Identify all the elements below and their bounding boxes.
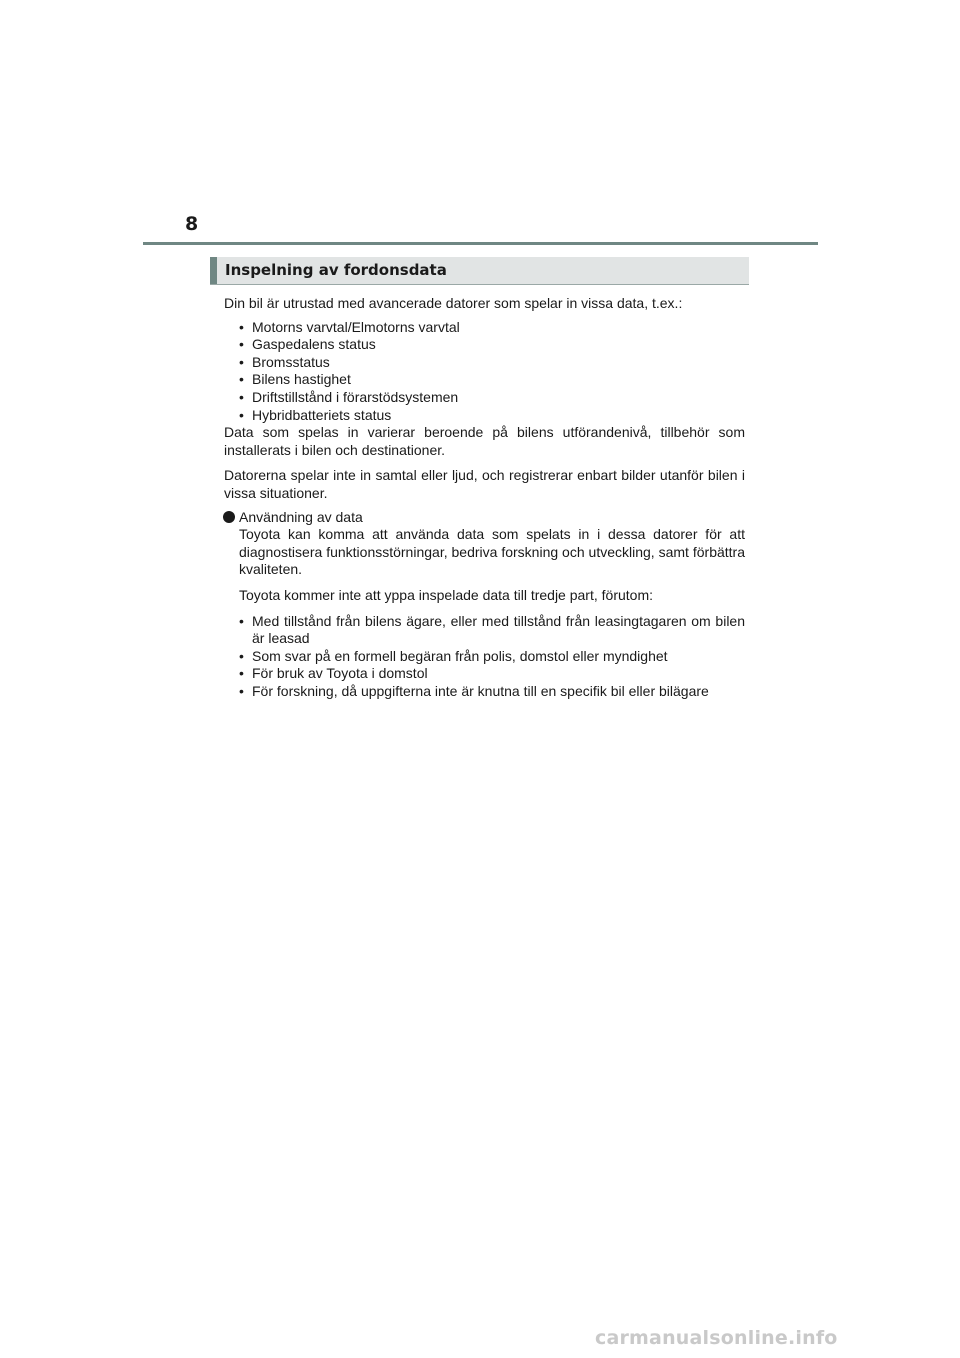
section-content xyxy=(224,295,745,700)
variation-paragraph: Data som spelas in varierar beroende på bilens utförandenivå, tillbehör som installerats i bilen och destinationer. xyxy=(224,424,745,458)
recording-scope-paragraph: Datorerna spelar inte in samtal eller ljud, och registrerar enbart bilder utanför bilen i vissa situationer. xyxy=(224,467,745,501)
list-item: • Driftstillstånd i förarstödsystemen xyxy=(224,389,745,407)
intro-text: Din bil är utrustad med avancerade datorer som spelar in vissa data, t.ex.: xyxy=(224,295,683,311)
usage-subheading xyxy=(224,509,745,527)
list-item: • För forskning, då uppgifterna inte är knutna till en specifik bil eller bilägare xyxy=(224,683,745,701)
list-item: • Bilens hastighet xyxy=(224,371,745,389)
bullet-circle-icon xyxy=(223,511,235,523)
site-watermark: carmanualsonline.info xyxy=(595,1327,838,1349)
page-number: 8 xyxy=(185,213,199,235)
usage-paragraph: Toyota kan komma att använda data som spelats in i dessa datorer för att diagnostisera funktionsstörningar, bedriva forskning och utveckling, samt förbättra kvaliteten. xyxy=(239,526,745,578)
list-item: • Som svar på en formell begäran från polis, domstol eller myndighet xyxy=(224,648,745,666)
section-heading: Inspelning av fordonsdata xyxy=(210,257,749,284)
usage-subheading-label: Användning av data xyxy=(239,508,363,525)
list-item: • Med tillstånd från bilens ägare, eller med tillstånd från leasingtagaren om bilen är leasad xyxy=(224,613,745,648)
list-item: • Hybridbatteriets status xyxy=(224,407,745,425)
recorded-data-list xyxy=(224,319,745,425)
disclosure-exceptions-list xyxy=(224,613,745,701)
list-item: • Gaspedalens status xyxy=(224,336,745,354)
section-underline xyxy=(210,284,749,285)
list-item: • Motorns varvtal/Elmotorns varvtal xyxy=(224,319,745,337)
header-rule xyxy=(143,242,818,245)
list-item: • Bromsstatus xyxy=(224,354,745,372)
list-item: • För bruk av Toyota i domstol xyxy=(224,665,745,683)
disclosure-paragraph: Toyota kommer inte att yppa inspelade data till tredje part, förutom: xyxy=(239,586,653,603)
